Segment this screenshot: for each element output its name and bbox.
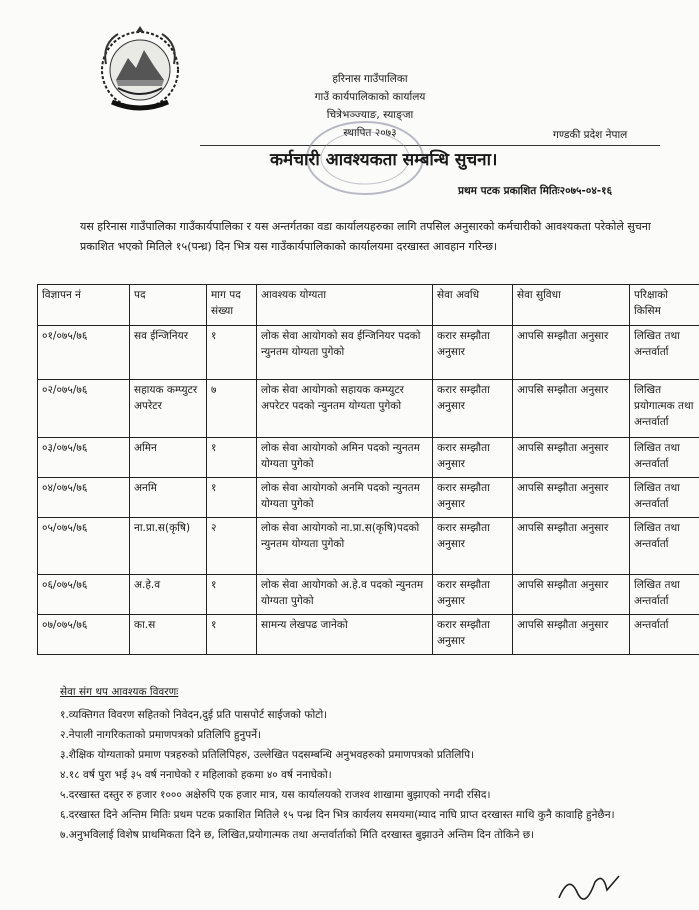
cell-qualification: लोक सेवा आयोगको सहायक कम्प्युटर अपरेटर पदको न्युनतम योग्यता पुगेको: [257, 380, 433, 438]
cell-service-term: करार सम्झौता अनुसार: [433, 518, 513, 575]
requirement-item: ३.शैक्षिक योग्यताको प्रमाण पत्रहरुको प्रतिलिपिहरु, उल्लेखित पदसम्बन्धि अनुभवहरुको प्रमाणपत्रको प्रतिलिपि।: [60, 749, 475, 761]
cell-count: २: [207, 518, 257, 575]
cell-benefits: आपसि सम्झौता अनुसार: [513, 438, 630, 478]
cell-post: अमिन: [130, 438, 207, 478]
cell-post: सहायक कम्प्युटर अपरेटर: [130, 380, 207, 438]
requirement-item: ४.१८ वर्ष पुरा भई ३५ वर्ष ननाघेको र महिलाको हकमा ४० वर्ष ननाघेको।: [60, 769, 332, 781]
requirement-item: २.नेपाली नागरिकताको प्रमाणपत्रको प्रतिलिपि हुनुपर्ने।: [60, 729, 262, 741]
table-row: [38, 615, 699, 655]
cell-exam-type: लिखित तथा अन्तर्वार्ता: [630, 575, 699, 615]
requirement-item: ७.अनुभविलाई विशेष प्राथमिकता दिने छ, लिखित,प्रयोगात्मक तथा अन्तर्वार्ताको मिति दरखास्त बुझाउने अन्तिम दिन तोकिने छ।: [60, 829, 535, 841]
publish-date: प्रथम पटक प्रकाशित मितिः२०७५-०४-१६: [458, 185, 613, 197]
cell-exam-type: अन्तर्वार्ता: [630, 615, 699, 655]
cell-qualification: लोक सेवा आयोगको अ.हे.व पदको न्युनतम योग्यता पुगेको: [257, 575, 433, 615]
table-header-row: [38, 285, 699, 326]
requirements-heading: सेवा संग थप आवश्यक विवरणः: [60, 686, 179, 698]
cell-post: का.स: [130, 615, 207, 655]
cell-ad-number: ०७/०७५/७६: [38, 615, 130, 655]
cell-count: १: [207, 615, 257, 655]
cell-exam-type: लिखित तथा अन्तर्वार्ता: [630, 478, 699, 518]
cell-ad-number: ०५/०७५/७६: [38, 518, 130, 575]
cell-qualification: सामन्य लेखपढ जानेको: [257, 615, 433, 655]
cell-ad-number: ०३/०७५/७६: [38, 438, 130, 478]
cell-qualification: लोक सेवा आयोगको अनमि पदको न्युनतम योग्यता पुगेको: [257, 478, 433, 518]
cell-qualification: लोक सेवा आयोगको अमिन पदको न्युनतम योग्यता पुगेको: [257, 438, 433, 478]
cell-benefits: आपसि सम्झौता अनुसार: [513, 615, 630, 655]
established-year: स्थापित २०७३: [343, 127, 397, 139]
cell-ad-number: ०४/०७५/७६: [38, 478, 130, 518]
table-row: [38, 575, 699, 615]
province-name: गण्डकी प्रदेश नेपाल: [553, 129, 628, 141]
cell-benefits: आपसि सम्झौता अनुसार: [513, 380, 630, 438]
cell-post: अनमि: [130, 478, 207, 518]
cell-count: १: [207, 575, 257, 615]
notice-title: कर्मचारी आवश्यकता सम्बन्धि सुचना।: [270, 150, 498, 170]
cell-service-term: करार सम्झौता अनुसार: [433, 478, 513, 518]
cell-count: ७: [207, 380, 257, 438]
cell-service-term: करार सम्झौता अनुसार: [433, 615, 513, 655]
header-divider: [200, 145, 660, 146]
requirement-item: ६.दरखास्त दिने अन्तिम मितिः प्रथम पटक प्रकाशित मितिले १५ पन्ध्र दिन भित्र कार्यलय समयमा(म्याद नाघि प्राप्त दरखास्त माथि कुनै कावाहि हुनेछैन।: [60, 809, 615, 821]
cell-service-term: करार सम्झौता अनुसार: [433, 380, 513, 438]
table-row: [38, 518, 699, 575]
cell-qualification: लोक सेवा आयोगको ना.प्रा.स(कृषि)पदको न्युनतम योग्यता पुगेको: [257, 518, 433, 575]
cell-count: १: [207, 326, 257, 380]
cell-exam-type: लिखित तथा अन्तर्वार्ता: [630, 326, 699, 380]
cell-qualification: लोक सेवा आयोगको सव ईन्जिनियर पदको न्युनतम योग्यता पुगेको: [257, 326, 433, 380]
header-post: पद: [130, 285, 207, 326]
header-benefits: सेवा सुविधा: [513, 285, 630, 326]
cell-service-term: करार सम्झौता अनुसार: [433, 575, 513, 615]
cell-service-term: करार सम्झौता अनुसार: [433, 326, 513, 380]
table-row: [38, 438, 699, 478]
header-exam-type: परिक्षाको किसिम: [630, 285, 699, 326]
header-count: माग पद संख्या: [207, 285, 257, 326]
table-row: [38, 326, 699, 380]
office-address: चित्रेभञ्ज्याङ, स्याङ्जा: [326, 109, 414, 121]
vacancy-table: [37, 284, 699, 655]
cell-count: १: [207, 478, 257, 518]
cell-exam-type: लिखित तथा अन्तर्वार्ता: [630, 438, 699, 478]
cell-benefits: आपसि सम्झौता अनुसार: [513, 518, 630, 575]
office-name: गाउँ कार्यपालिकाको कार्यालय: [314, 91, 426, 103]
government-emblem-icon: [96, 24, 184, 116]
requirement-item: १.व्यक्तिगत विवरण सहितको निवेदन,दुई प्रति पासपोर्ट साईजको फोटो।: [60, 709, 328, 721]
header-qualification: आवश्यक योग्यता: [257, 285, 433, 326]
cell-service-term: करार सम्झौता अनुसार: [433, 438, 513, 478]
cell-exam-type: लिखित प्रयोगात्मक तथा अन्तर्वार्ता: [630, 380, 699, 438]
municipality-name: हरिनास गाउँपालिका: [332, 73, 408, 85]
cell-post: सव ईन्जिनियर: [130, 326, 207, 380]
table-row: [38, 478, 699, 518]
cell-ad-number: ०२/०७५/७६: [38, 380, 130, 438]
cell-post: अ.हे.व: [130, 575, 207, 615]
cell-count: १: [207, 438, 257, 478]
cell-benefits: आपसि सम्झौता अनुसार: [513, 575, 630, 615]
intro-paragraph: यस हरिनास गाउँपालिका गाउँकार्यपालिका र यस अन्तर्गतका वडा कार्यालयहरुका लागि तपसिल अनुसारको कर्मचारीको आवश्यकता परेकोले सुचना प्रकाशित भएको मितिले १५(पन्ध्र) दिन भित्र यस गाउँकार्यपालिकाको कार्यालयमा दरखास्त आवहान गरिन्छ।: [80, 220, 651, 253]
cell-post: ना.प्रा.स(कृषि): [130, 518, 207, 575]
cell-benefits: आपसि सम्झौता अनुसार: [513, 326, 630, 380]
signature-icon: [555, 868, 625, 906]
cell-ad-number: ०६/०७५/७६: [38, 575, 130, 615]
cell-exam-type: लिखित तथा अन्तर्वार्ता: [630, 518, 699, 575]
table-row: [38, 380, 699, 438]
cell-benefits: आपसि सम्झौता अनुसार: [513, 478, 630, 518]
additional-requirements: [60, 683, 680, 845]
header-service-term: सेवा अवधि: [433, 285, 513, 326]
requirement-item: ५.दरखास्त दस्तुर रु हजार १००० अक्षेरुपि एक हजार मात्र, यस कार्यालयको राजश्व शाखामा बुझाएको नगदी रसिद।: [60, 789, 491, 801]
cell-ad-number: ०१/०७५/७६: [38, 326, 130, 380]
header-ad-number: विज्ञापन नं: [38, 285, 130, 326]
